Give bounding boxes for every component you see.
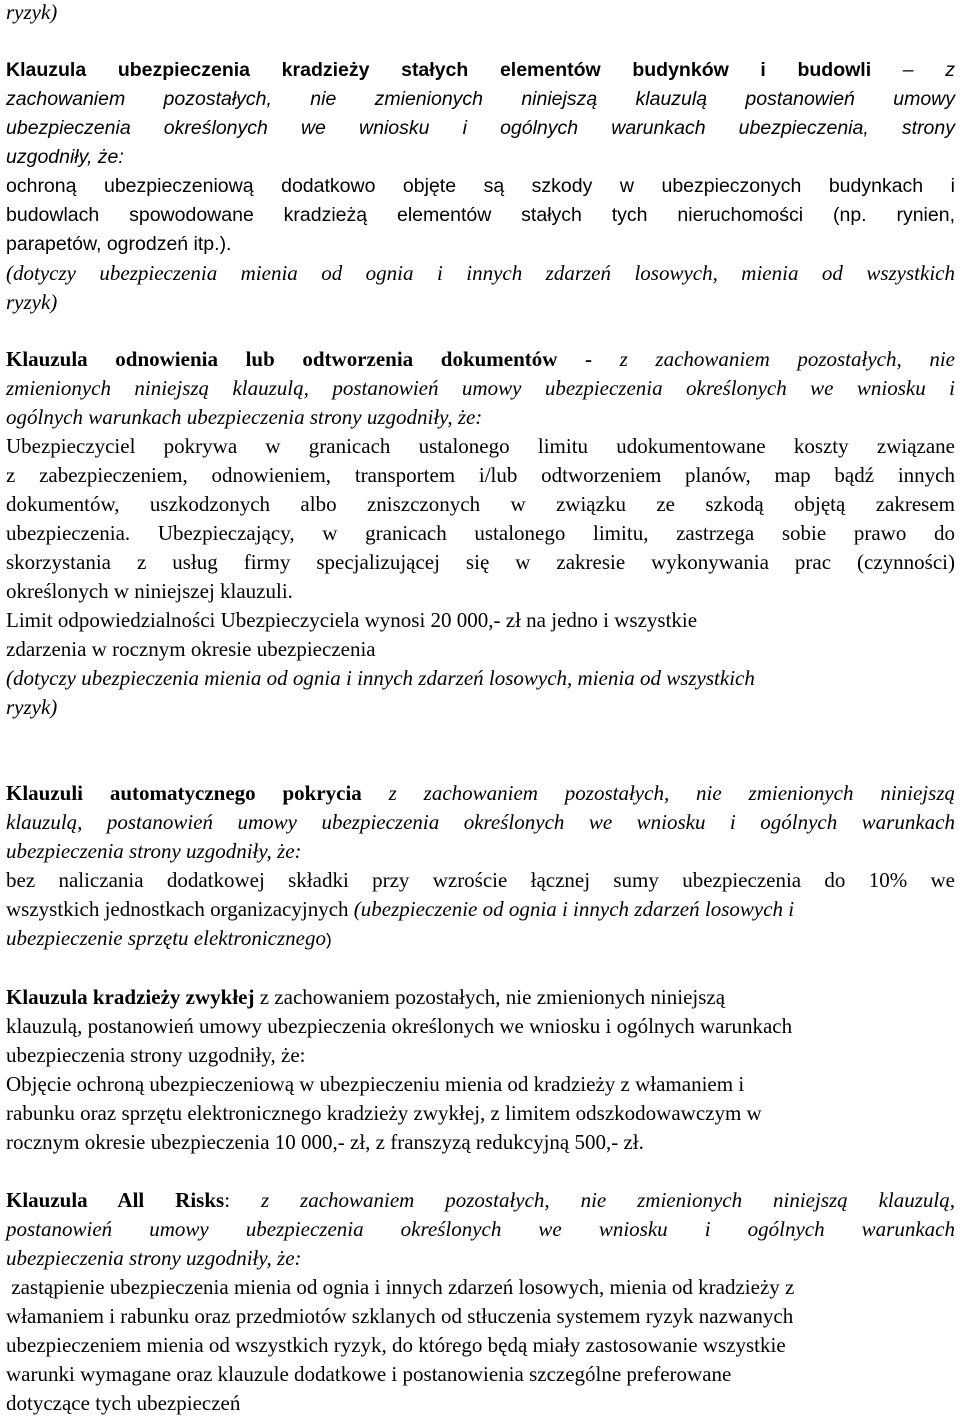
clause-intro-line: klauzulą, postanowień umowy ubezpieczenia określonych we wniosku i ogólnych warunkach	[6, 1014, 793, 1038]
clause-scope-line: ryzyk)	[6, 290, 58, 314]
clause-body-line: Objęcie ochroną ubezpieczeniową w ubezpieczeniu mienia od kradzieży z włamaniem i	[6, 1072, 745, 1096]
clause-intro-line: ubezpieczenia strony uzgodniły, że:	[6, 1246, 302, 1270]
clause-body-line: dokumentów, uszkodzonych albo zniszczonych w związku ze szkodą objętą zakresem	[6, 492, 955, 516]
clause-intro-text: – z	[871, 59, 955, 81]
clause-intro-line: ubezpieczenia strony uzgodniły, że:	[6, 839, 302, 863]
clause-body-line: zastąpienie ubezpieczenia mienia od ognia i innych zdarzeń losowych, mienia od kradzieży z	[6, 1275, 795, 1299]
clause-intro-line: ogólnych warunkach ubezpieczenia strony uzgodniły, że:	[6, 405, 483, 429]
clause-scope-line: (dotyczy ubezpieczenia mienia od ognia i innych zdarzeń losowych, mienia od wszystkich	[6, 666, 755, 690]
clause-body-line: parapetów, ogrodzeń itp.).	[6, 233, 232, 255]
clause-intro-line: ubezpieczenia strony uzgodniły, że:	[6, 1043, 306, 1067]
clause-body-line: z zabezpieczeniem, odnowieniem, transportem i/lub odtworzeniem planów, map bądź innych	[6, 463, 955, 487]
clause-heading: Klauzula All Risks	[6, 1188, 225, 1212]
clause-body-line: ubezpieczeniem mienia od wszystkich ryzyk, do którego będą miały zastosowanie wszystkie	[6, 1333, 786, 1357]
clause-intro-line: zachowaniem pozostałych, nie zmienionych niniejszą klauzulą postanowień umowy	[6, 88, 955, 110]
clause-intro-line: zmienionych niniejszą klauzulą, postanowień umowy ubezpieczenia określonych we wniosku i	[6, 376, 955, 400]
clause-body-line: bez naliczania dodatkowej składki przy wzroście łącznej sumy ubezpieczenia do 10% we	[6, 868, 955, 892]
clause-simple-theft-heading-line: Klauzula kradzieży zwykłej z zachowaniem pozostałych, nie zmienionych niniejszą	[6, 985, 726, 1009]
scope-text: ryzyk)	[6, 0, 58, 24]
clause-heading: Klauzuli automatycznego pokrycia	[6, 781, 362, 805]
clause-documents-heading-line: Klauzula odnowienia lub odtworzenia dokumentów - z zachowaniem pozostałych, nie	[6, 347, 955, 371]
clause-theft-fixed-elements-heading-line	[6, 58, 955, 82]
clause-heading: Klauzula kradzieży zwykłej	[6, 985, 255, 1009]
clause-body-line: rabunku oraz sprzętu elektronicznego kradzieży zwykłej, z limitem odszkodowawczym w	[6, 1101, 762, 1125]
clause-body-line: budowlach spowodowane kradzieżą elementów stałych tych nieruchomości (np. rynien,	[6, 204, 955, 226]
clause-limit-line: zdarzenia w rocznym okresie ubezpieczenia	[6, 637, 376, 661]
clause-intro-line: klauzulą, postanowień umowy ubezpieczenia określonych we wniosku i ogólnych warunkach	[6, 810, 955, 834]
clause-body-line: dotyczące tych ubezpieczeń	[6, 1391, 241, 1415]
clause-body-line: określonych w niniejszej klauzuli.	[6, 579, 293, 603]
clause-all-risks-heading-line: Klauzula All Risks: z zachowaniem pozostałych, nie zmienionych niniejszą klauzulą,	[6, 1188, 955, 1212]
clause-body-line: Ubezpieczyciel pokrywa w granicach ustalonego limitu udokumentowane koszty związane	[6, 434, 955, 458]
clause-scope-line: ubezpieczenie sprzętu elektronicznego)	[6, 926, 332, 950]
clause-intro-line: ubezpieczenia określonych we wniosku i ogólnych warunkach ubezpieczenia, strony	[6, 117, 955, 139]
clause-scope-line: (dotyczy ubezpieczenia mienia od ognia i innych zdarzeń losowych, mienia od wszystkich	[6, 261, 955, 285]
clause-body-line: warunki wymagane oraz klauzule dodatkowe i postanowienia szczególne preferowane	[6, 1362, 732, 1386]
clause-body-line: skorzystania z usług firmy specjalizującej się w zakresie wykonywania prac (czynności)	[6, 550, 955, 574]
clause-heading: Klauzula odnowienia lub odtworzenia dokumentów -	[6, 347, 593, 371]
clause-body-line: włamaniem i rabunku oraz przedmiotów szklanych od stłuczenia systemem ryzyk nazwanych	[6, 1304, 794, 1328]
clause-limit-line: Limit odpowiedzialności Ubezpieczyciela wynosi 20 000,- zł na jedno i wszystkie	[6, 608, 698, 632]
clause-heading: Klauzula ubezpieczenia kradzieży stałych elementów budynków i budowli	[6, 59, 872, 81]
clause-intro-line: postanowień umowy ubezpieczenia określonych we wniosku i ogólnych warunkach	[6, 1217, 955, 1241]
clause-intro-line: uzgodniły, że:	[6, 146, 124, 168]
clause-body-line: rocznym okresie ubezpieczenia 10 000,- zł, z franszyzą redukcyjną 500,- zł.	[6, 1130, 644, 1154]
clause-body-line: ubezpieczenia. Ubezpieczający, w granicach ustalonego limitu, zastrzega sobie prawo do	[6, 521, 955, 545]
clause-scope-text: (ubezpieczenie od ognia i innych zdarzeń losowych i	[353, 897, 795, 921]
clause-auto-cover-heading-line: Klauzuli automatycznego pokrycia z zachowaniem pozostałych, nie zmienionych niniejszą	[6, 781, 955, 805]
clause-scope-line: ryzyk)	[6, 695, 58, 719]
clause-body-line: ochroną ubezpieczeniową dodatkowo objęte są szkody w ubezpieczonych budynkach i	[6, 175, 955, 197]
clause-body-line: wszystkich jednostkach organizacyjnych (ubezpieczenie od ognia i innych zdarzeń losowych i	[6, 897, 795, 921]
previous-scope-tail	[6, 0, 955, 24]
